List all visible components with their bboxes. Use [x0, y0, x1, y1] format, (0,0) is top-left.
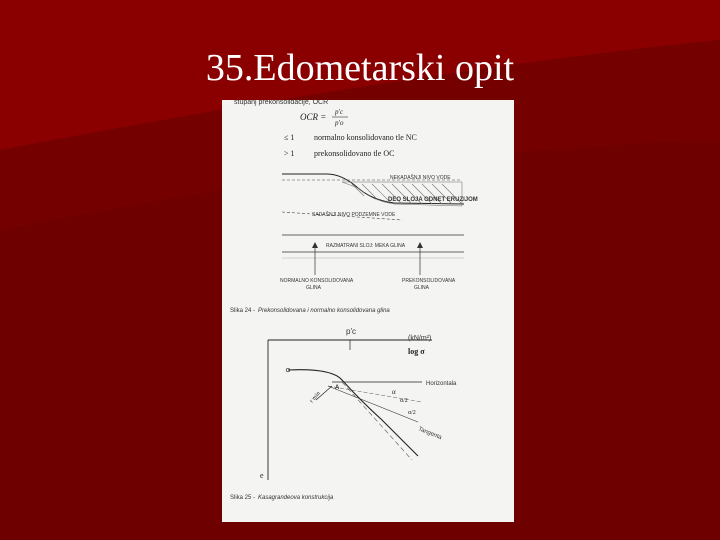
alpha-label: α — [392, 388, 396, 396]
label-oc: PREKONSOLIDOVANA — [402, 278, 456, 284]
label-current-water: SADAŠNJI NIVO PODZEMNE VODE — [312, 212, 396, 218]
formula-den: p'o — [335, 119, 344, 127]
label-nc: NORMALNO KONSOLIDOVANA — [280, 278, 354, 284]
top-line: stupanj prekonsolidacije, OCR — [234, 100, 329, 106]
caption-text: Kasagrandeova konstrukcija — [258, 495, 334, 501]
units-label: (kN/m²) — [408, 335, 432, 342]
tangent-label: Tangenta — [417, 426, 443, 442]
condition-text: prekonsolidovano tle OC — [314, 149, 395, 158]
label-oc-2: GLINA — [414, 285, 430, 291]
pc-label: p'c — [346, 327, 356, 336]
condition-text: normalno konsolidovano tle NC — [314, 133, 417, 142]
axis-label: log σ — [408, 347, 425, 356]
formula-num: p'c — [335, 108, 344, 116]
scanned-figures — [222, 100, 514, 522]
slide-title: 35.Edometarski opit — [205, 47, 515, 89]
casagrande-figure — [260, 327, 457, 480]
horizontal-label: Horizontala — [426, 381, 457, 387]
rmin-label: r min — [308, 390, 322, 405]
formula-lhs: OCR = — [300, 112, 327, 122]
caption-text: Prekonsolidovana i normalno konsolidovana glina — [258, 308, 390, 314]
soil-profile-figure — [280, 172, 478, 291]
caption-num: Slika 24 - — [230, 308, 256, 314]
condition-symbol: > 1 — [284, 149, 295, 158]
e-axis-label: e — [260, 471, 264, 480]
label-layer: RAZMATRANI SLOJ: MEKA GLINA — [326, 243, 406, 249]
scanned-page — [222, 100, 514, 522]
label-eroded: DEO SLOJA ODNET ERUZIJOM — [388, 197, 478, 203]
label-nc-2: GLINA — [306, 285, 322, 291]
alpha-half-label: α/2 — [400, 398, 408, 404]
condition-symbol: ≤ 1 — [284, 133, 295, 142]
label-past-water: NEKADAŠNJI NIVO VODE — [390, 175, 451, 181]
a-label: A — [335, 385, 340, 391]
alpha-half-label: α/2 — [408, 410, 416, 416]
caption-num: Slika 25 - — [230, 495, 256, 501]
